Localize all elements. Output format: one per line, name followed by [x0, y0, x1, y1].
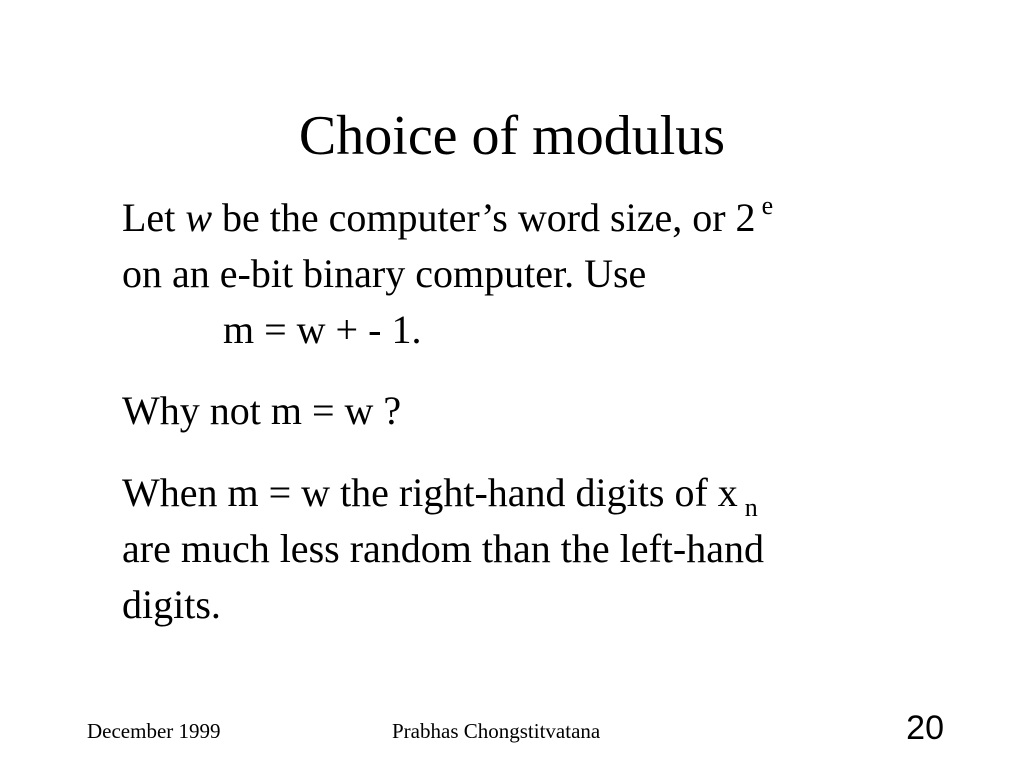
text-word-size: be the computer’s word size, or 2 [212, 195, 756, 240]
text-right-hand: When m = w the right-hand digits of x [122, 470, 738, 515]
paragraph-line: on an e-bit binary computer. Use [122, 251, 647, 296]
paragraph-line: digits. [122, 582, 221, 627]
paragraph-word-size [122, 190, 922, 358]
footer-author: Prabhas Chongstitvatana [392, 719, 601, 743]
paragraph-line [122, 190, 922, 246]
paragraph-line [122, 465, 922, 521]
formula-line: m = w + - 1. [223, 307, 422, 352]
slide-title: Choice of modulus [298, 105, 726, 167]
page-number: 20 [906, 709, 944, 747]
subscript-n: n [744, 493, 758, 522]
paragraph-explanation [122, 465, 922, 633]
superscript-e: e [761, 191, 774, 220]
paragraph-line: are much less random than the left-hand [122, 526, 764, 571]
footer-date: December 1999 [87, 719, 221, 743]
variable-w: w [185, 195, 212, 240]
question-line: Why not m = w ? [122, 388, 402, 433]
paragraph-question [122, 383, 922, 439]
text-let: Let [122, 195, 186, 240]
